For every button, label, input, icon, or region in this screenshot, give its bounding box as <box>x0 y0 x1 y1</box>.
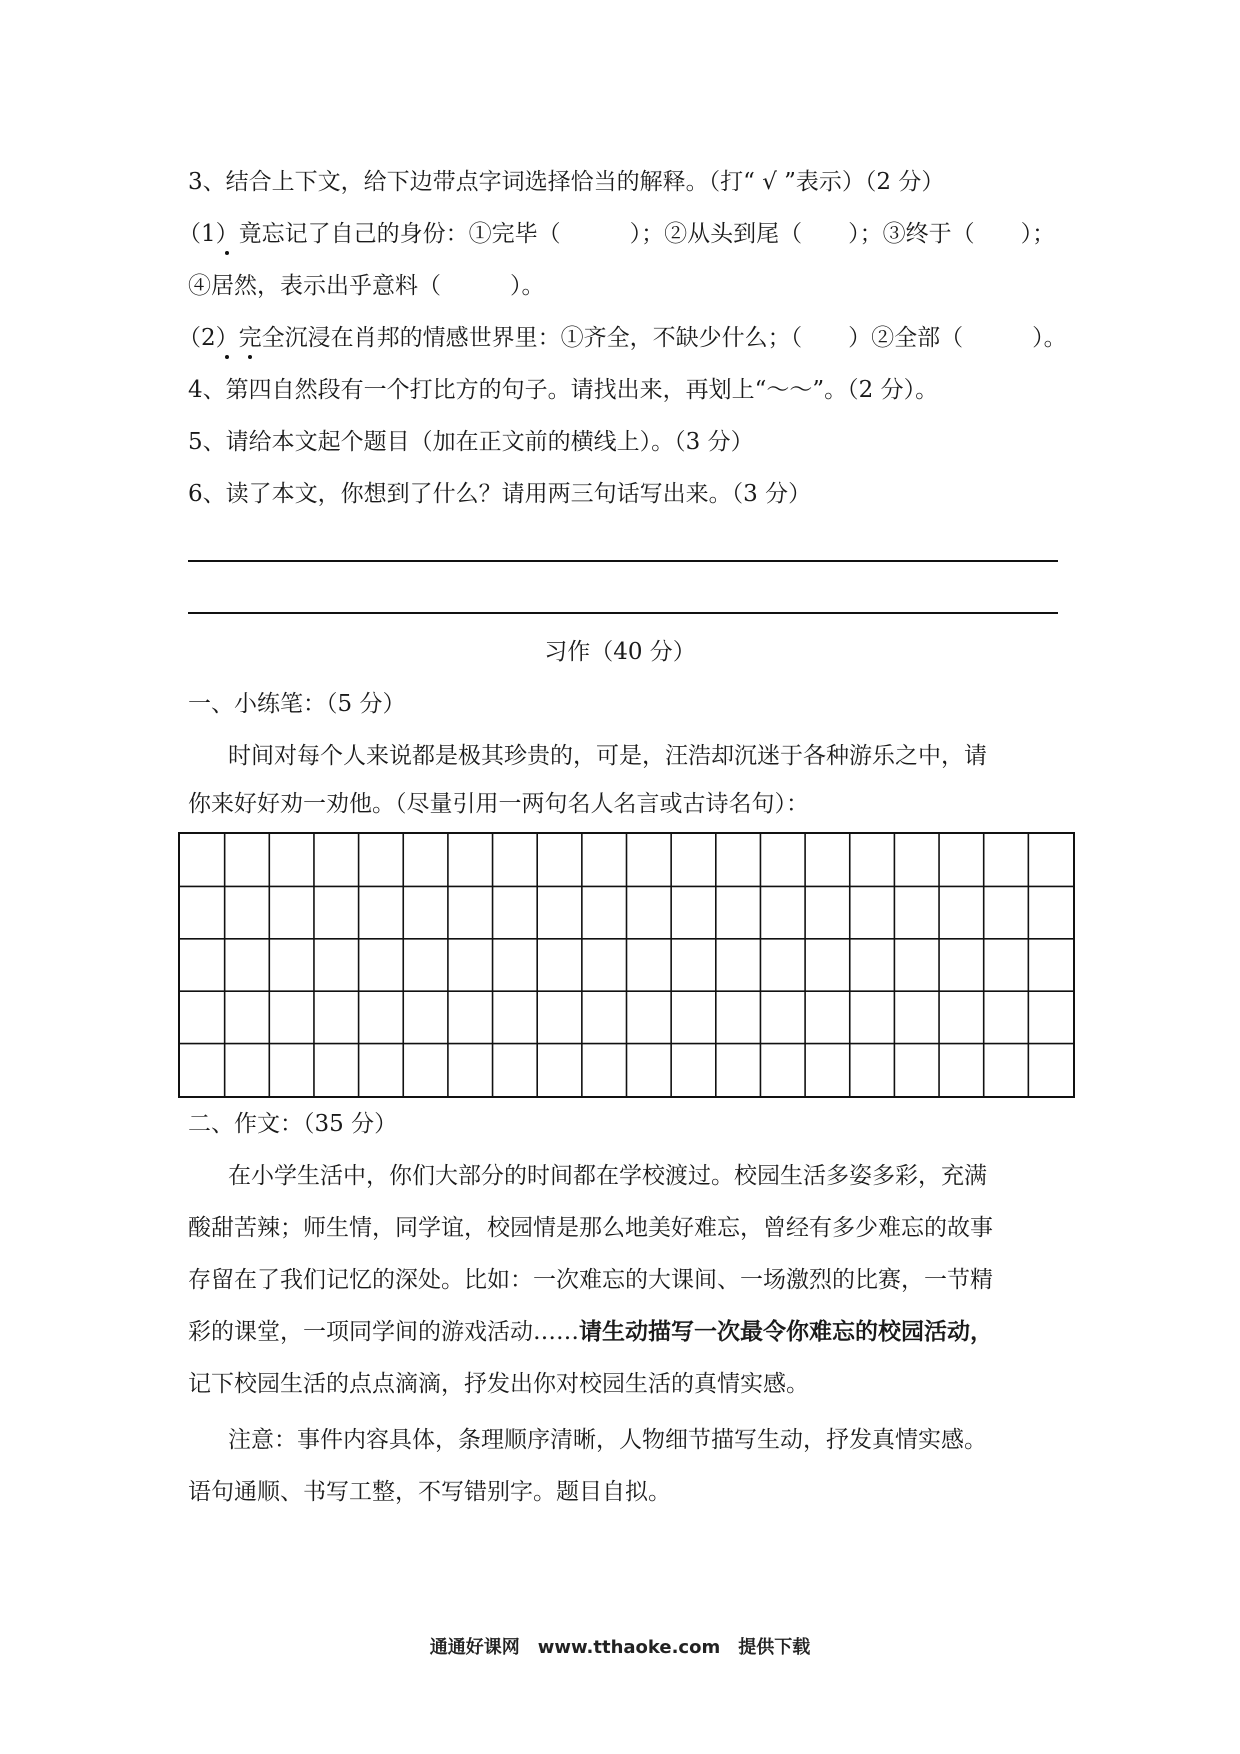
part-1-prompt-line-2: 你来好好劝一劝他。（尽量引用一两句名人名言或古诗名句）： <box>188 791 809 817</box>
part-2-instruction: 请生动描写一次最令你难忘的校园活动， <box>579 1318 993 1345</box>
question-5: 5、请给本文起个题目（加在正文前的横线上）。（3 分） <box>188 429 754 455</box>
emphasis-dot <box>225 251 229 255</box>
emphasis-dot <box>225 355 229 359</box>
answer-line[interactable] <box>188 560 1058 562</box>
note-line-2: 语句通顺、书写工整，不写错别字。题目自拟。 <box>188 1479 671 1505</box>
question-3-part-2: （2）完全沉浸在肖邦的情感世界里：①齐全，不缺少什么；（ ）②全部（ ）。 <box>178 325 1067 351</box>
part-2-prompt-line-4 <box>188 1316 1068 1348</box>
question-6: 6、读了本文，你想到了什么？请用两三句话写出来。（3 分） <box>188 481 812 507</box>
note-line-1: 注意：事件内容具体，条理顺序清晰，人物细节描写生动，抒发真情实感。 <box>228 1427 987 1453</box>
part-2-title: 二、作文：（35 分） <box>188 1111 398 1137</box>
question-3-part-1: （1）竟忘记了自己的身份：①完毕（ ）；②从头到尾（ ）；③终于（ ）； <box>178 221 1056 247</box>
answer-line[interactable] <box>188 612 1058 614</box>
part-1-prompt-line-1: 时间对每个人来说都是极其珍贵的，可是，汪浩却沉迷于各种游乐之中，请 <box>228 743 987 769</box>
part-2-prompt-line-1: 在小学生活中，你们大部分的时间都在学校渡过。校园生活多姿多彩，充满 <box>228 1163 987 1189</box>
composition-heading: 习作（40 分） <box>544 639 696 665</box>
writing-grid-lines <box>180 834 1073 1096</box>
part-1-title: 一、小练笔：（5 分） <box>188 691 406 717</box>
question-3: 3、结合上下文，给下边带点字词选择恰当的解释。（打“ √ ”表示）（2 分） <box>188 169 945 195</box>
question-4: 4、第四自然段有一个打比方的句子。请找出来，再划上“～～”。（2 分）。 <box>188 377 939 403</box>
emphasis-dot <box>248 355 252 359</box>
footer-credit: 通通好课网 www.tthaoke.com 提供下载 <box>429 1637 811 1658</box>
part-2-prompt-line-5: 记下校园生活的点点滴滴，抒发出你对校园生活的真情实感。 <box>188 1371 809 1397</box>
part-2-prompt-line-4-start: 彩的课堂，一项同学间的游戏活动…… <box>188 1319 579 1345</box>
question-3-part-1-continued: ④居然，表示出乎意料（ ）。 <box>188 273 545 299</box>
part-2-prompt-line-2: 酸甜苦辣；师生情，同学谊，校园情是那么地美好难忘，曾经有多少难忘的故事 <box>188 1215 993 1241</box>
part-2-prompt-line-3: 存留在了我们记忆的深处。比如：一次难忘的大课间、一场激烈的比赛，一节精 <box>188 1267 993 1293</box>
writing-grid[interactable] <box>178 832 1075 1098</box>
